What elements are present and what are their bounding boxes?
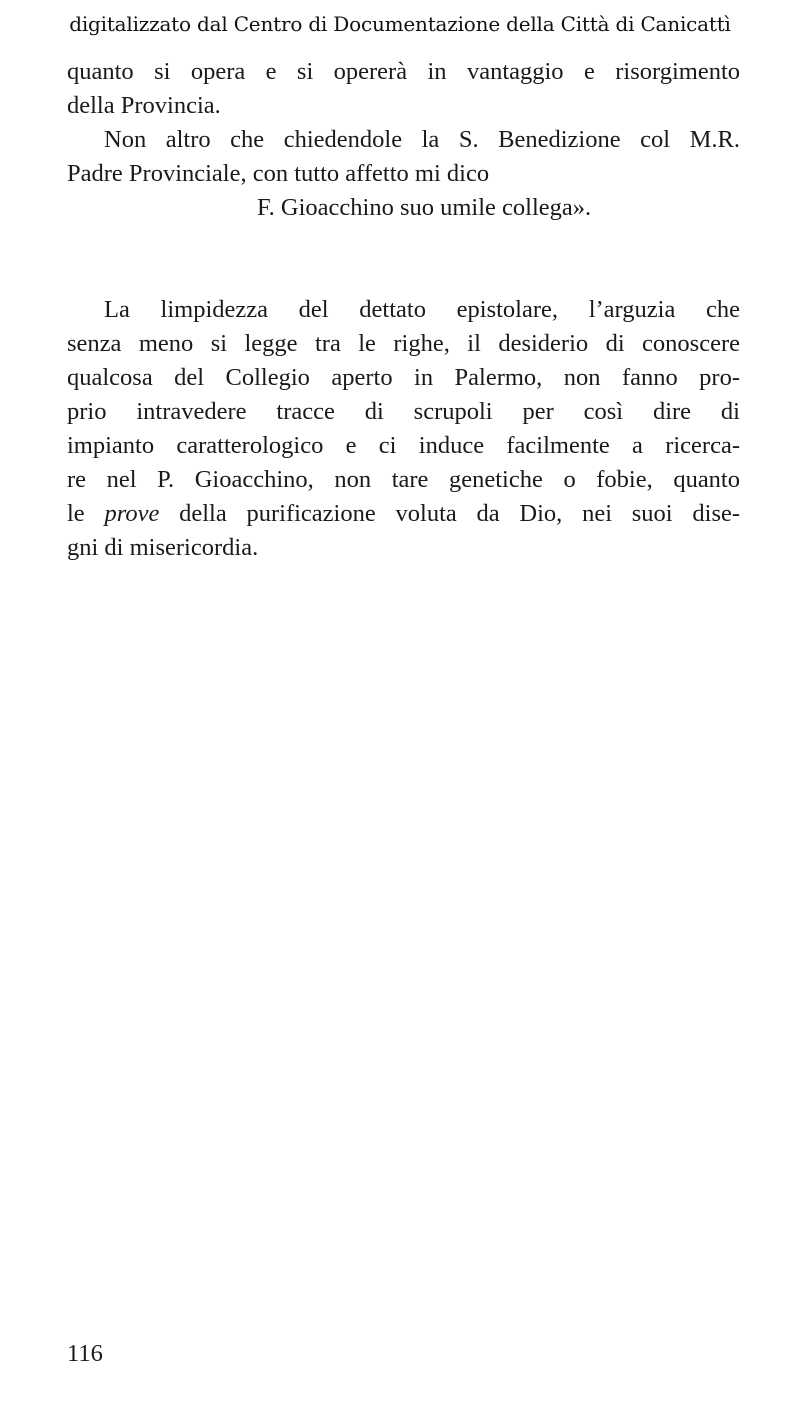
paragraph-gap [67,225,740,293]
text-line: della Provincia. [67,92,221,119]
italic-emphasis: prove [104,500,160,527]
text-line: impianto caratterologico e ci induce facilmente a ricerca- [67,432,740,459]
commentary-paragraph [67,293,740,565]
text-line: quanto si opera e si opererà in vantaggio e risorgimento [67,58,740,85]
text-line [67,497,740,531]
text-segment: della purificazione voluta da Dio, nei suoi dise- [159,500,741,527]
letter-farewell-paragraph [67,123,740,191]
page-body [67,55,740,565]
text-line: gni di misericordia. [67,534,259,561]
page-number: 116 [67,1340,103,1367]
text-line: qualcosa del Collegio aperto in Palermo, non fanno pro- [67,364,740,391]
letter-signature: F. Gioacchino suo umile collega». [257,194,592,221]
text-line: senza meno si legge tra le righe, il desiderio di conoscere [67,330,740,357]
letter-closing-paragraph [67,55,740,123]
text-line: re nel P. Gioacchino, non tare genetiche o fobie, quanto [67,466,740,493]
text-line: Padre Provinciale, con tutto affetto mi dico [67,160,490,187]
text-line: La limpidezza del dettato epistolare, l’arguzia che [104,296,740,323]
text-segment: le [67,500,105,527]
text-line: prio intravedere tracce di scrupoli per così dire di [67,398,740,425]
digitization-watermark: digitalizzato dal Centro di Documentazione della Città di Canicattì [69,12,731,36]
text-line: Non altro che chiedendole la S. Benedizione col M.R. [104,126,740,153]
